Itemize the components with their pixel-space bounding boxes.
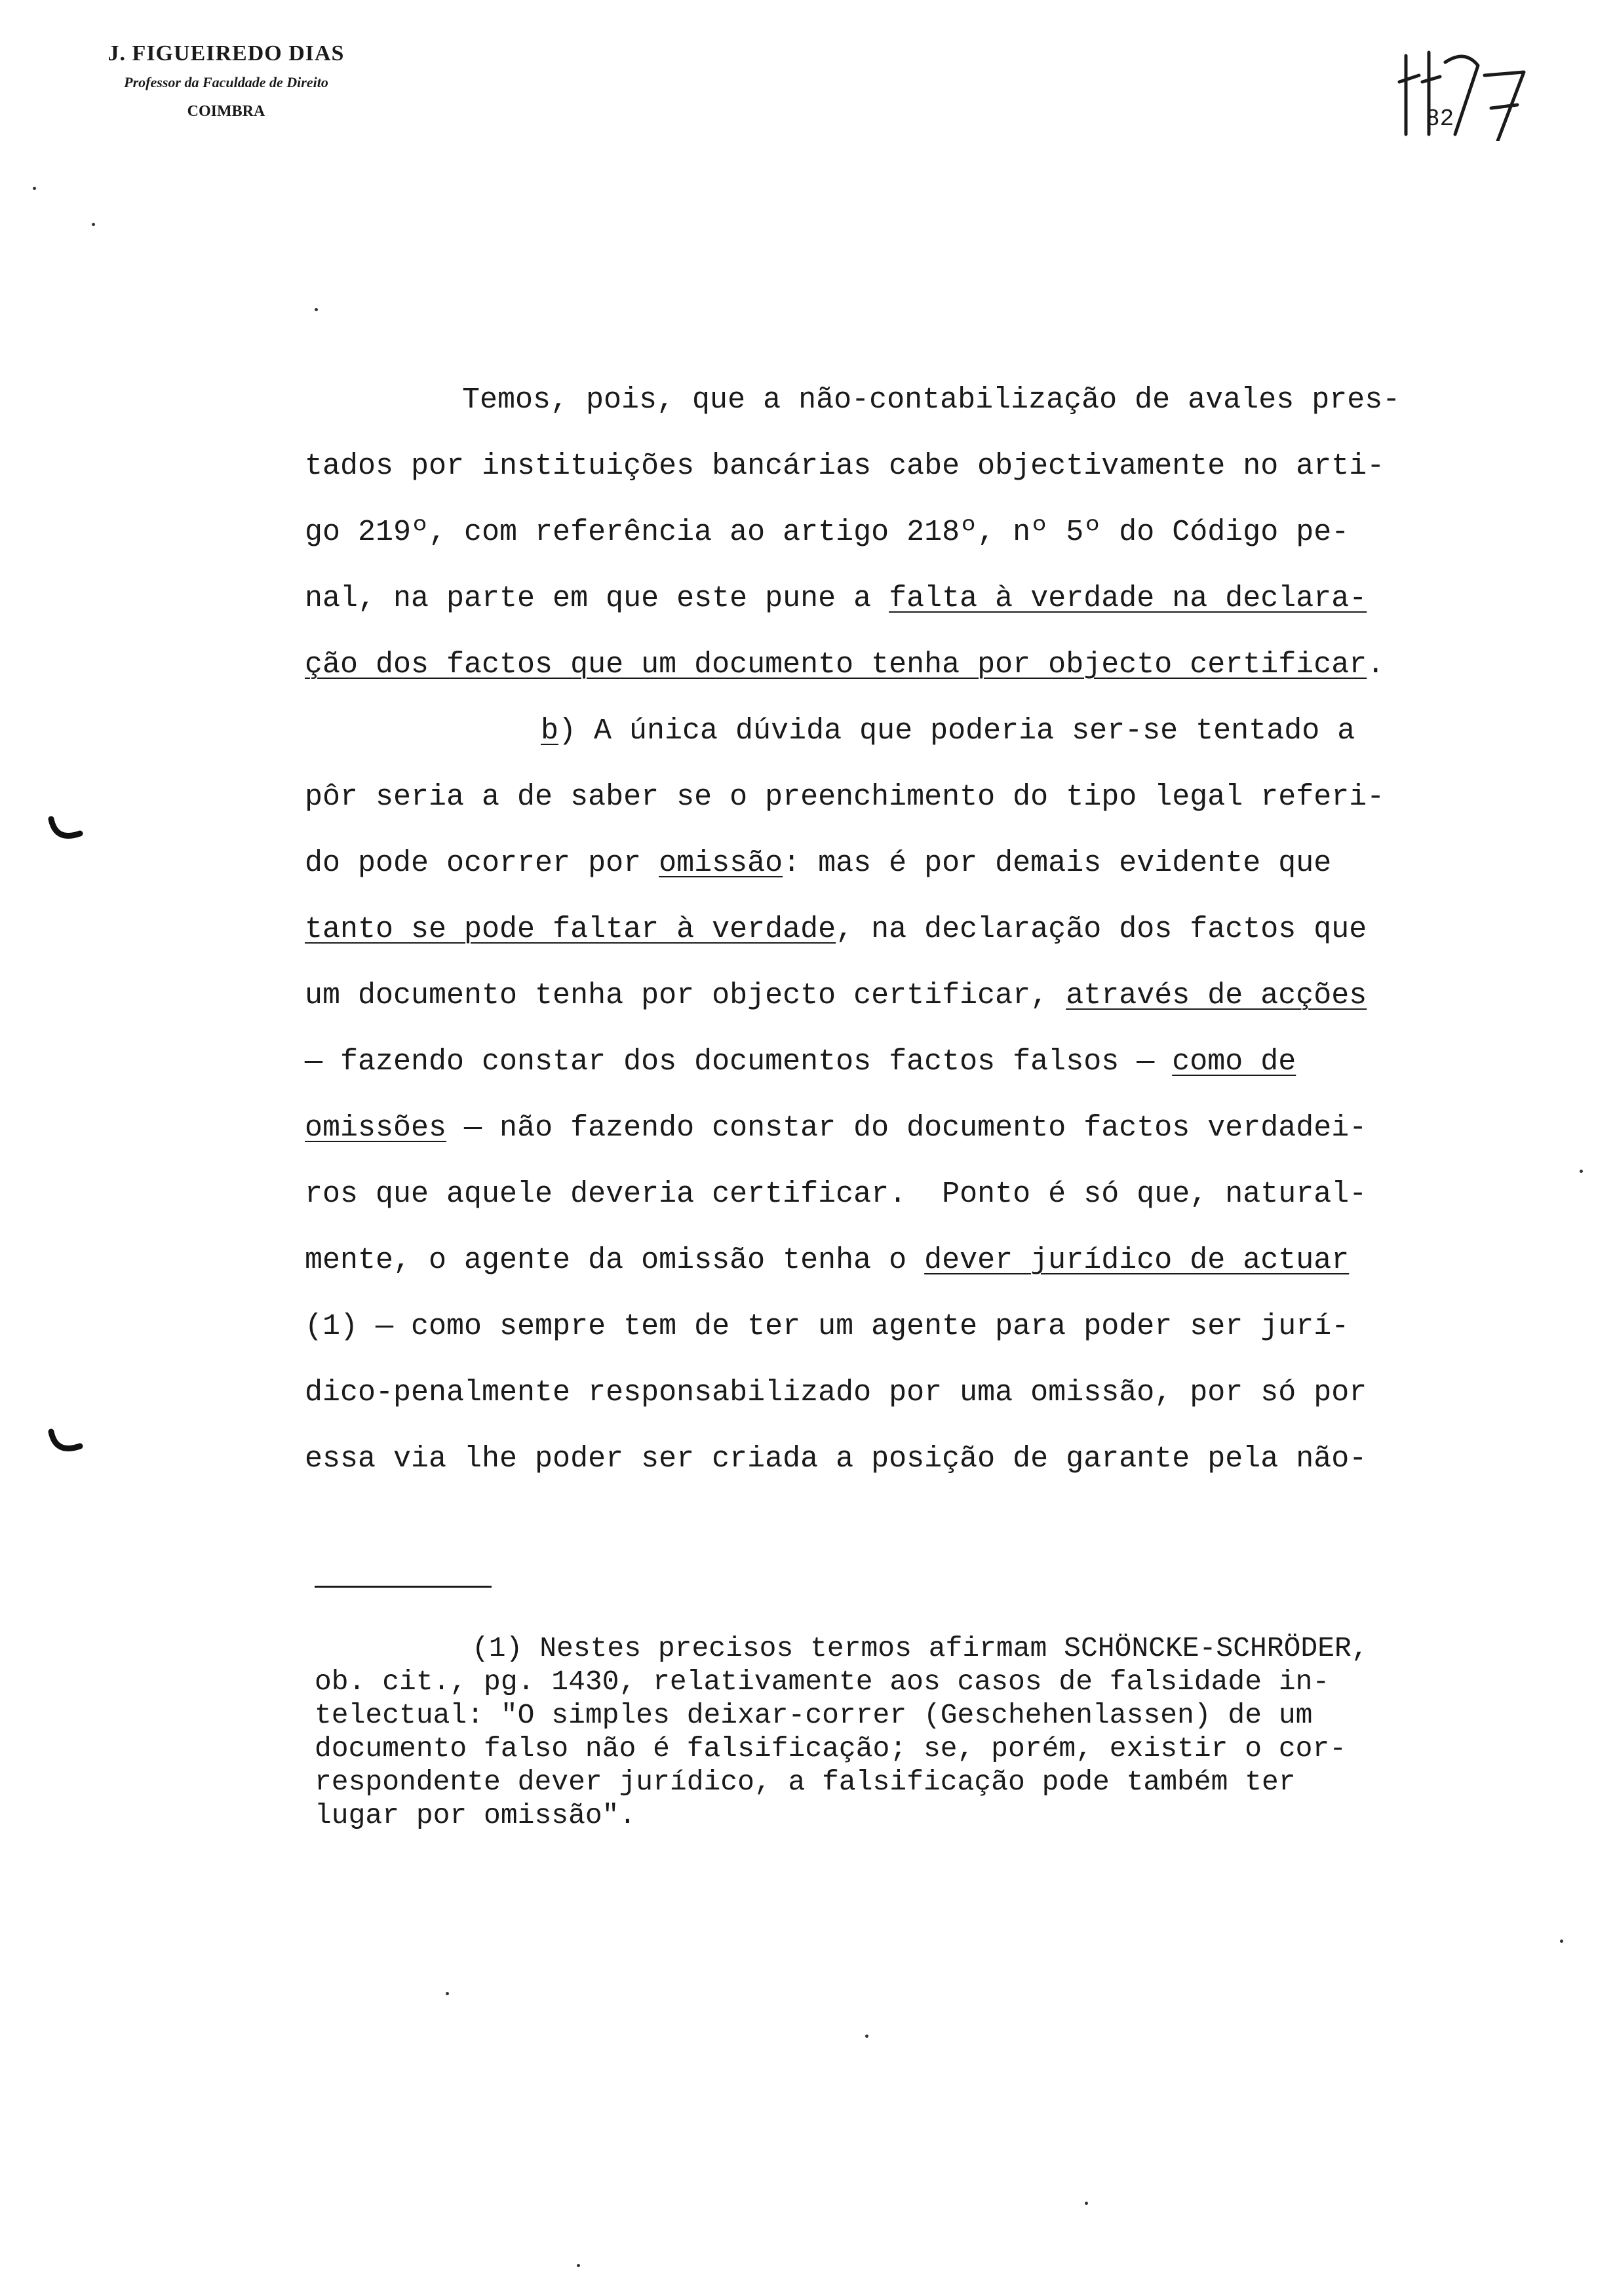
body-line: pôr seria a de saber se o preenchimento do tipo legal referi-: [305, 780, 1385, 814]
letterhead-title: Professor da Faculdade de Direito: [124, 74, 328, 90]
body-line: [305, 698, 1511, 764]
letterhead-name: J. FIGUEIREDO DIAS: [107, 41, 345, 66]
underlined-phrase: falta à verdade na declara-: [889, 582, 1367, 615]
body-line: [305, 1095, 1511, 1161]
page-number: 82: [1426, 105, 1454, 132]
scan-speck: [865, 2035, 868, 2038]
body-line: ros que aquele deveria certificar. Ponto é só que, natural-: [305, 1177, 1367, 1211]
body-line: (1) — como sempre tem de ter um agente para poder ser jurí-: [305, 1310, 1350, 1343]
body-text-run: , na declaração dos factos que: [836, 913, 1367, 946]
body-line: [305, 565, 1511, 632]
scan-speck: [577, 2264, 580, 2267]
handwritten-folio-number: [1393, 36, 1544, 141]
body-line: tados por instituições bancárias cabe objectivamente no arti-: [305, 450, 1385, 483]
body-text-run: um documento tenha por objecto certificar,: [305, 979, 1066, 1012]
punch-hole-mark: [46, 1425, 85, 1464]
scan-speck: [1580, 1170, 1583, 1173]
body-line: [305, 963, 1511, 1029]
body-text-run: mente, o agente da omissão tenha o: [305, 1244, 925, 1277]
footnote-line: documento falso não é falsificação; se, porém, existir o cor-: [315, 1732, 1347, 1765]
section-letter: b: [541, 714, 559, 748]
body-text-run: ) A única dúvida que poderia ser-se tentado a: [558, 714, 1355, 748]
underlined-phrase: omissões: [305, 1111, 447, 1145]
punch-hole-mark: [46, 813, 85, 852]
body-line: [305, 896, 1511, 963]
body-line: dico-penalmente responsabilizado por uma omissão, por só por: [305, 1376, 1367, 1409]
scan-speck: [1560, 1940, 1563, 1943]
body-line: [305, 632, 1511, 698]
letterhead: [62, 38, 390, 124]
body-line: [305, 830, 1511, 896]
underlined-phrase: dever jurídico de actuar: [924, 1244, 1350, 1277]
body-line: go 219º, com referência ao artigo 218º, nº 5º do Código pe-: [305, 516, 1350, 549]
body-text-run: nal, na parte em que este pune a: [305, 582, 889, 615]
body-line: [305, 1227, 1511, 1293]
body-text-run: : mas é por demais evidente que: [783, 847, 1332, 880]
underlined-phrase: como de: [1172, 1045, 1296, 1079]
footnote-separator: [315, 1586, 492, 1588]
body-line: Temos, pois, que a não-contabilização de avales pres-: [462, 383, 1401, 417]
footnote-line: respondente dever jurídico, a falsificação pode também ter: [315, 1766, 1296, 1798]
letterhead-city: COIMBRA: [187, 103, 265, 120]
scan-speck: [446, 1992, 449, 1995]
footnote-line: telectual: "O simples deixar-correr (Geschehenlassen) de um: [315, 1699, 1313, 1731]
underlined-phrase: omissão: [659, 847, 783, 880]
scan-speck: [315, 308, 318, 311]
scan-speck: [1085, 2202, 1088, 2205]
footnote-line: lugar por omissão".: [315, 1799, 636, 1831]
body-line: [305, 1029, 1511, 1095]
scan-speck: [92, 223, 95, 226]
footnote-line: ob. cit., pg. 1430, relativamente aos casos de falsidade in-: [315, 1666, 1330, 1698]
body-text-run: .: [1367, 648, 1385, 681]
body-text: [305, 367, 1511, 1492]
scan-speck: [33, 187, 36, 190]
body-text-run: — não fazendo constar do documento factos verdadei-: [446, 1111, 1367, 1145]
body-line: essa via lhe poder ser criada a posição de garante pela não-: [305, 1442, 1367, 1476]
footnote: [315, 1632, 1521, 1832]
footnote-line: (1) Nestes precisos termos afirmam SCHÖNCKE-SCHRÖDER,: [472, 1632, 1369, 1664]
underlined-phrase: tanto se pode faltar à verdade: [305, 913, 836, 946]
underlined-phrase: ção dos factos que um documento tenha por objecto certificar: [305, 648, 1367, 681]
body-text-run: — fazendo constar dos documentos factos falsos —: [305, 1045, 1173, 1079]
body-text-run: do pode ocorrer por: [305, 847, 659, 880]
underlined-phrase: através de acções: [1066, 979, 1367, 1012]
